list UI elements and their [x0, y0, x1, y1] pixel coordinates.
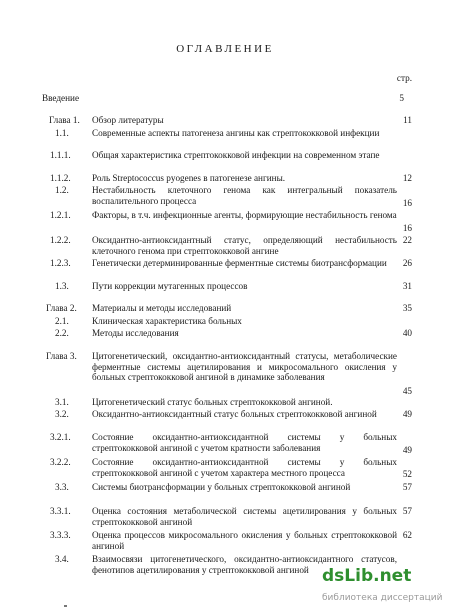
toc-entry-number: 1.1.1. — [50, 150, 71, 160]
toc-entry-number: 2.2. — [55, 328, 69, 338]
toc-entry-page: 52 — [402, 469, 412, 479]
toc-entry-number: 1.2.2. — [50, 235, 71, 245]
toc-entry-number: 1.2.1. — [50, 210, 71, 220]
toc-entry-number: 3.4. — [55, 554, 69, 564]
toc-entry-page: 40 — [402, 328, 412, 338]
toc-entry-page: 49 — [402, 409, 412, 419]
watermark-logo: dsLib.net — [322, 566, 412, 586]
toc-entry-title: Нестабильность клеточного генома как интегральный показатель воспалительного процесса — [92, 185, 397, 206]
toc-entry-number: Глава 1. — [49, 115, 80, 125]
toc-entry-number: Глава 3. — [46, 351, 77, 361]
toc-entry-number: 3.1. — [55, 397, 69, 407]
toc-entry-number: 3.3. — [55, 482, 69, 492]
page-title: ОГЛАВЛЕНИЕ — [176, 43, 274, 55]
toc-entry-number: 1.2.3. — [50, 258, 71, 268]
toc-entry-title: Состояние оксидантно-антиоксидантной системы у больных стрептококковой ангиной с учетом характера местного процесса — [92, 457, 397, 478]
toc-entry-title: Материалы и методы исследований — [92, 303, 232, 313]
toc-entry-number: 3.2.2. — [50, 457, 71, 467]
toc-entry-number: 3.2.1. — [50, 432, 71, 442]
toc-entry-title: Взаимосвязи цитогенетического, оксидантно-антиоксидантного статусов, фенотипов ацетилирования у стрептококковой ангиной — [92, 554, 397, 575]
toc-entry-title: Генетически детерминированные ферментные системы биотрансформации — [92, 258, 387, 268]
toc-entry-number: 1.3. — [55, 281, 69, 291]
toc-entry-page: 26 — [402, 258, 412, 268]
toc-entry-page: 16 — [402, 223, 412, 233]
toc-entry-number: 3.3.3. — [50, 530, 71, 540]
toc-entry-page: 12 — [402, 173, 412, 183]
toc-entry-page: 62 — [402, 530, 412, 540]
toc-entry-number: 3.3.1. — [50, 506, 71, 516]
toc-entry-number: 1.1. — [55, 128, 69, 138]
toc-entry-title: Системы биотрансформации у больных стрептококковой ангиной — [92, 482, 351, 492]
toc-entry-page: 22 — [402, 235, 412, 245]
toc-entry-title: Цитогенетический статус больных стрептококковой ангиной. — [92, 397, 333, 407]
toc-entry-title: Современные аспекты патогенеза ангины как стрептококковой инфекции — [92, 128, 380, 138]
page-column-header: стр. — [396, 73, 412, 83]
toc-entry-title: Роль Streptococcus pyogenes в патогенезе ангины. — [92, 173, 286, 183]
toc-entry-title: Состояние оксидантно-антиоксидантной системы у больных стрептококковой ангиной с учетом кратности заболевания — [92, 432, 397, 453]
toc-entry-title: Клиническая характеристика больных — [92, 316, 242, 326]
toc-entry-page: 45 — [402, 386, 412, 396]
toc-entry-number: 3.2. — [55, 409, 69, 419]
toc-entry-page: 57 — [402, 506, 412, 516]
toc-entry-number: 1.2. — [55, 185, 69, 195]
watermark — [322, 566, 443, 609]
intro-label: Введение — [42, 93, 80, 103]
toc-entry-page: 11 — [403, 115, 412, 125]
toc-entry-title: Факторы, в т.ч. инфекционные агенты, формирующие нестабильность генома — [92, 210, 397, 220]
toc-entry-number: 1.1.2. — [50, 173, 71, 183]
toc-entry-title: Оксидантно-антиоксидантный статус больных стрептококковой ангиной — [92, 409, 377, 419]
intro-page: 5 — [399, 93, 404, 103]
toc-entry-page: 35 — [402, 303, 412, 313]
scan-mark — [64, 605, 67, 607]
toc-entry-title: Общая характеристика стрептококковой инфекции на современном этапе — [92, 150, 380, 160]
toc-entry-page: 16 — [402, 198, 412, 208]
toc-entry-number: 2.1. — [55, 316, 69, 326]
toc-entry-title: Пути коррекции мутагенных процессов — [92, 281, 248, 291]
toc-entry-title: Оценка процессов микросомального окисления у больных стрептококковой ангиной — [92, 530, 397, 551]
toc-entry-title: Методы исследования — [92, 328, 179, 338]
toc-entry-page: 57 — [402, 482, 412, 492]
toc-entry-number: Глава 2. — [46, 303, 77, 313]
toc-entry-title: Оценка состояния метаболической системы ацетилирования у больных стрептококковой ангиной — [92, 506, 397, 527]
toc-entry-page: 49 — [402, 445, 412, 455]
watermark-subtitle: библиотека диссертаций — [322, 593, 443, 603]
toc-entry-title: Обзор литературы — [92, 115, 164, 125]
toc-entry-title: Оксидантно-антиоксидантный статус, определяющий нестабильность клеточного генома при стрептококковой ангине — [92, 235, 397, 256]
toc-entry-title: Цитогенетический, оксидантно-антиоксидантный статусы, метаболические ферментные системы ацетилирования и микросомального окисления у больных стрептококковой ангиной в динамике заболевания — [92, 351, 397, 382]
toc-entry-page: 31 — [402, 281, 412, 291]
